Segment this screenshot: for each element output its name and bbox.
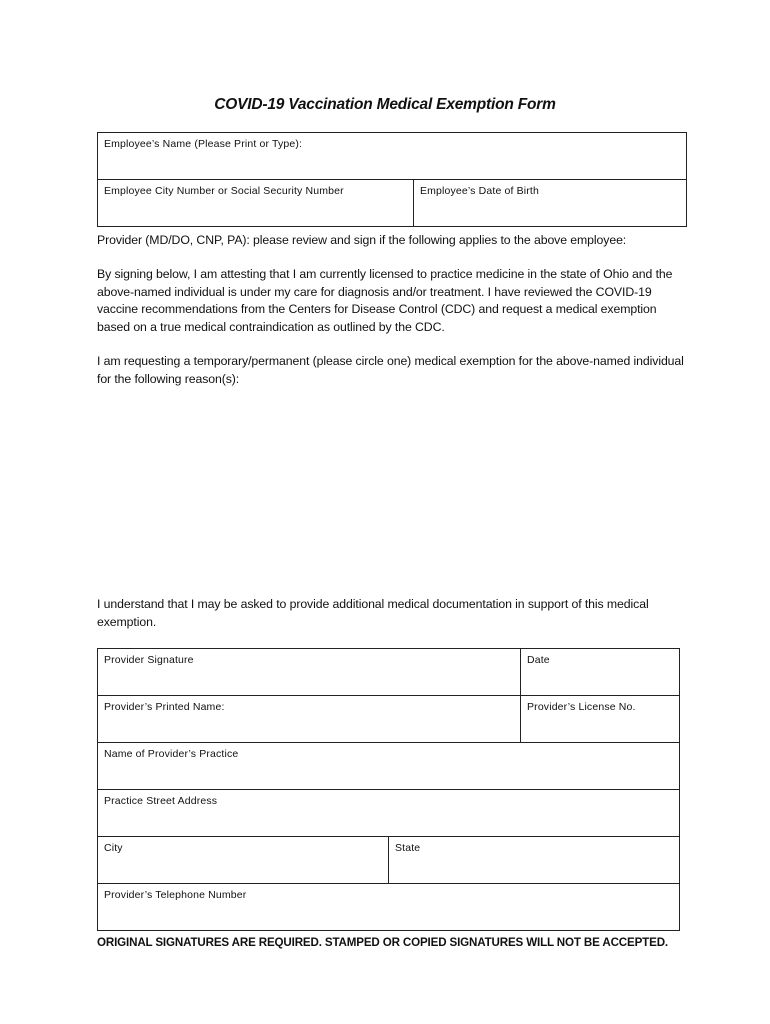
provider-info-table [97, 648, 680, 931]
employee-dob-field[interactable] [414, 180, 687, 227]
state-label: State [395, 842, 421, 854]
employee-dob-label: Employee’s Date of Birth [420, 185, 539, 197]
exemption-request-paragraph: I am requesting a temporary/permanent (please circle one) medical exemption for the above-named individual for the following reason(s): [97, 354, 684, 386]
city-label: City [104, 842, 123, 854]
provider-printed-name-field[interactable] [98, 696, 521, 743]
employee-info-table [97, 132, 687, 227]
employee-id-label: Employee City Number or Social Security Number [104, 185, 344, 197]
date-label: Date [527, 654, 550, 666]
state-field[interactable] [389, 837, 680, 884]
understanding-paragraph: I understand that I may be asked to provide additional medical documentation in support of this medical exemption. [97, 597, 649, 629]
practice-name-label: Name of Provider’s Practice [104, 748, 239, 760]
employee-name-label: Employee’s Name (Please Print or Type): [104, 138, 303, 150]
form-title: COVID-19 Vaccination Medical Exemption Form [214, 96, 556, 113]
provider-signature-label: Provider Signature [104, 654, 194, 666]
date-field[interactable] [521, 649, 680, 696]
provider-printed-name-label: Provider’s Printed Name: [104, 701, 225, 713]
provider-license-field[interactable] [521, 696, 680, 743]
provider-license-label: Provider’s License No. [527, 701, 636, 713]
provider-telephone-label: Provider’s Telephone Number [104, 889, 247, 901]
practice-name-field[interactable] [98, 743, 680, 790]
provider-signature-field[interactable] [98, 649, 521, 696]
signature-notice: ORIGINAL SIGNATURES ARE REQUIRED. STAMPED OR COPIED SIGNATURES WILL NOT BE ACCEPTED. [97, 936, 668, 949]
provider-telephone-field[interactable] [98, 884, 680, 931]
practice-street-field[interactable] [98, 790, 680, 837]
employee-id-field[interactable] [98, 180, 414, 227]
provider-instruction: Provider (MD/DO, CNP, PA): please review and sign if the following applies to the above employee: [97, 233, 627, 247]
practice-street-label: Practice Street Address [104, 795, 218, 807]
attestation-paragraph: By signing below, I am attesting that I am currently licensed to practice medicine in the state of Ohio and the above-named individual is under my care for diagnosis and/or treatment. I have reviewed the COVID-19 vaccine recommendations from the Centers for Disease Control (CDC) and request a medical exemption based on a true medical contraindication as outlined by the CDC. [97, 267, 673, 334]
employee-name-field[interactable] [98, 133, 687, 180]
reason-area[interactable] [97, 392, 687, 592]
city-field[interactable] [98, 837, 389, 884]
